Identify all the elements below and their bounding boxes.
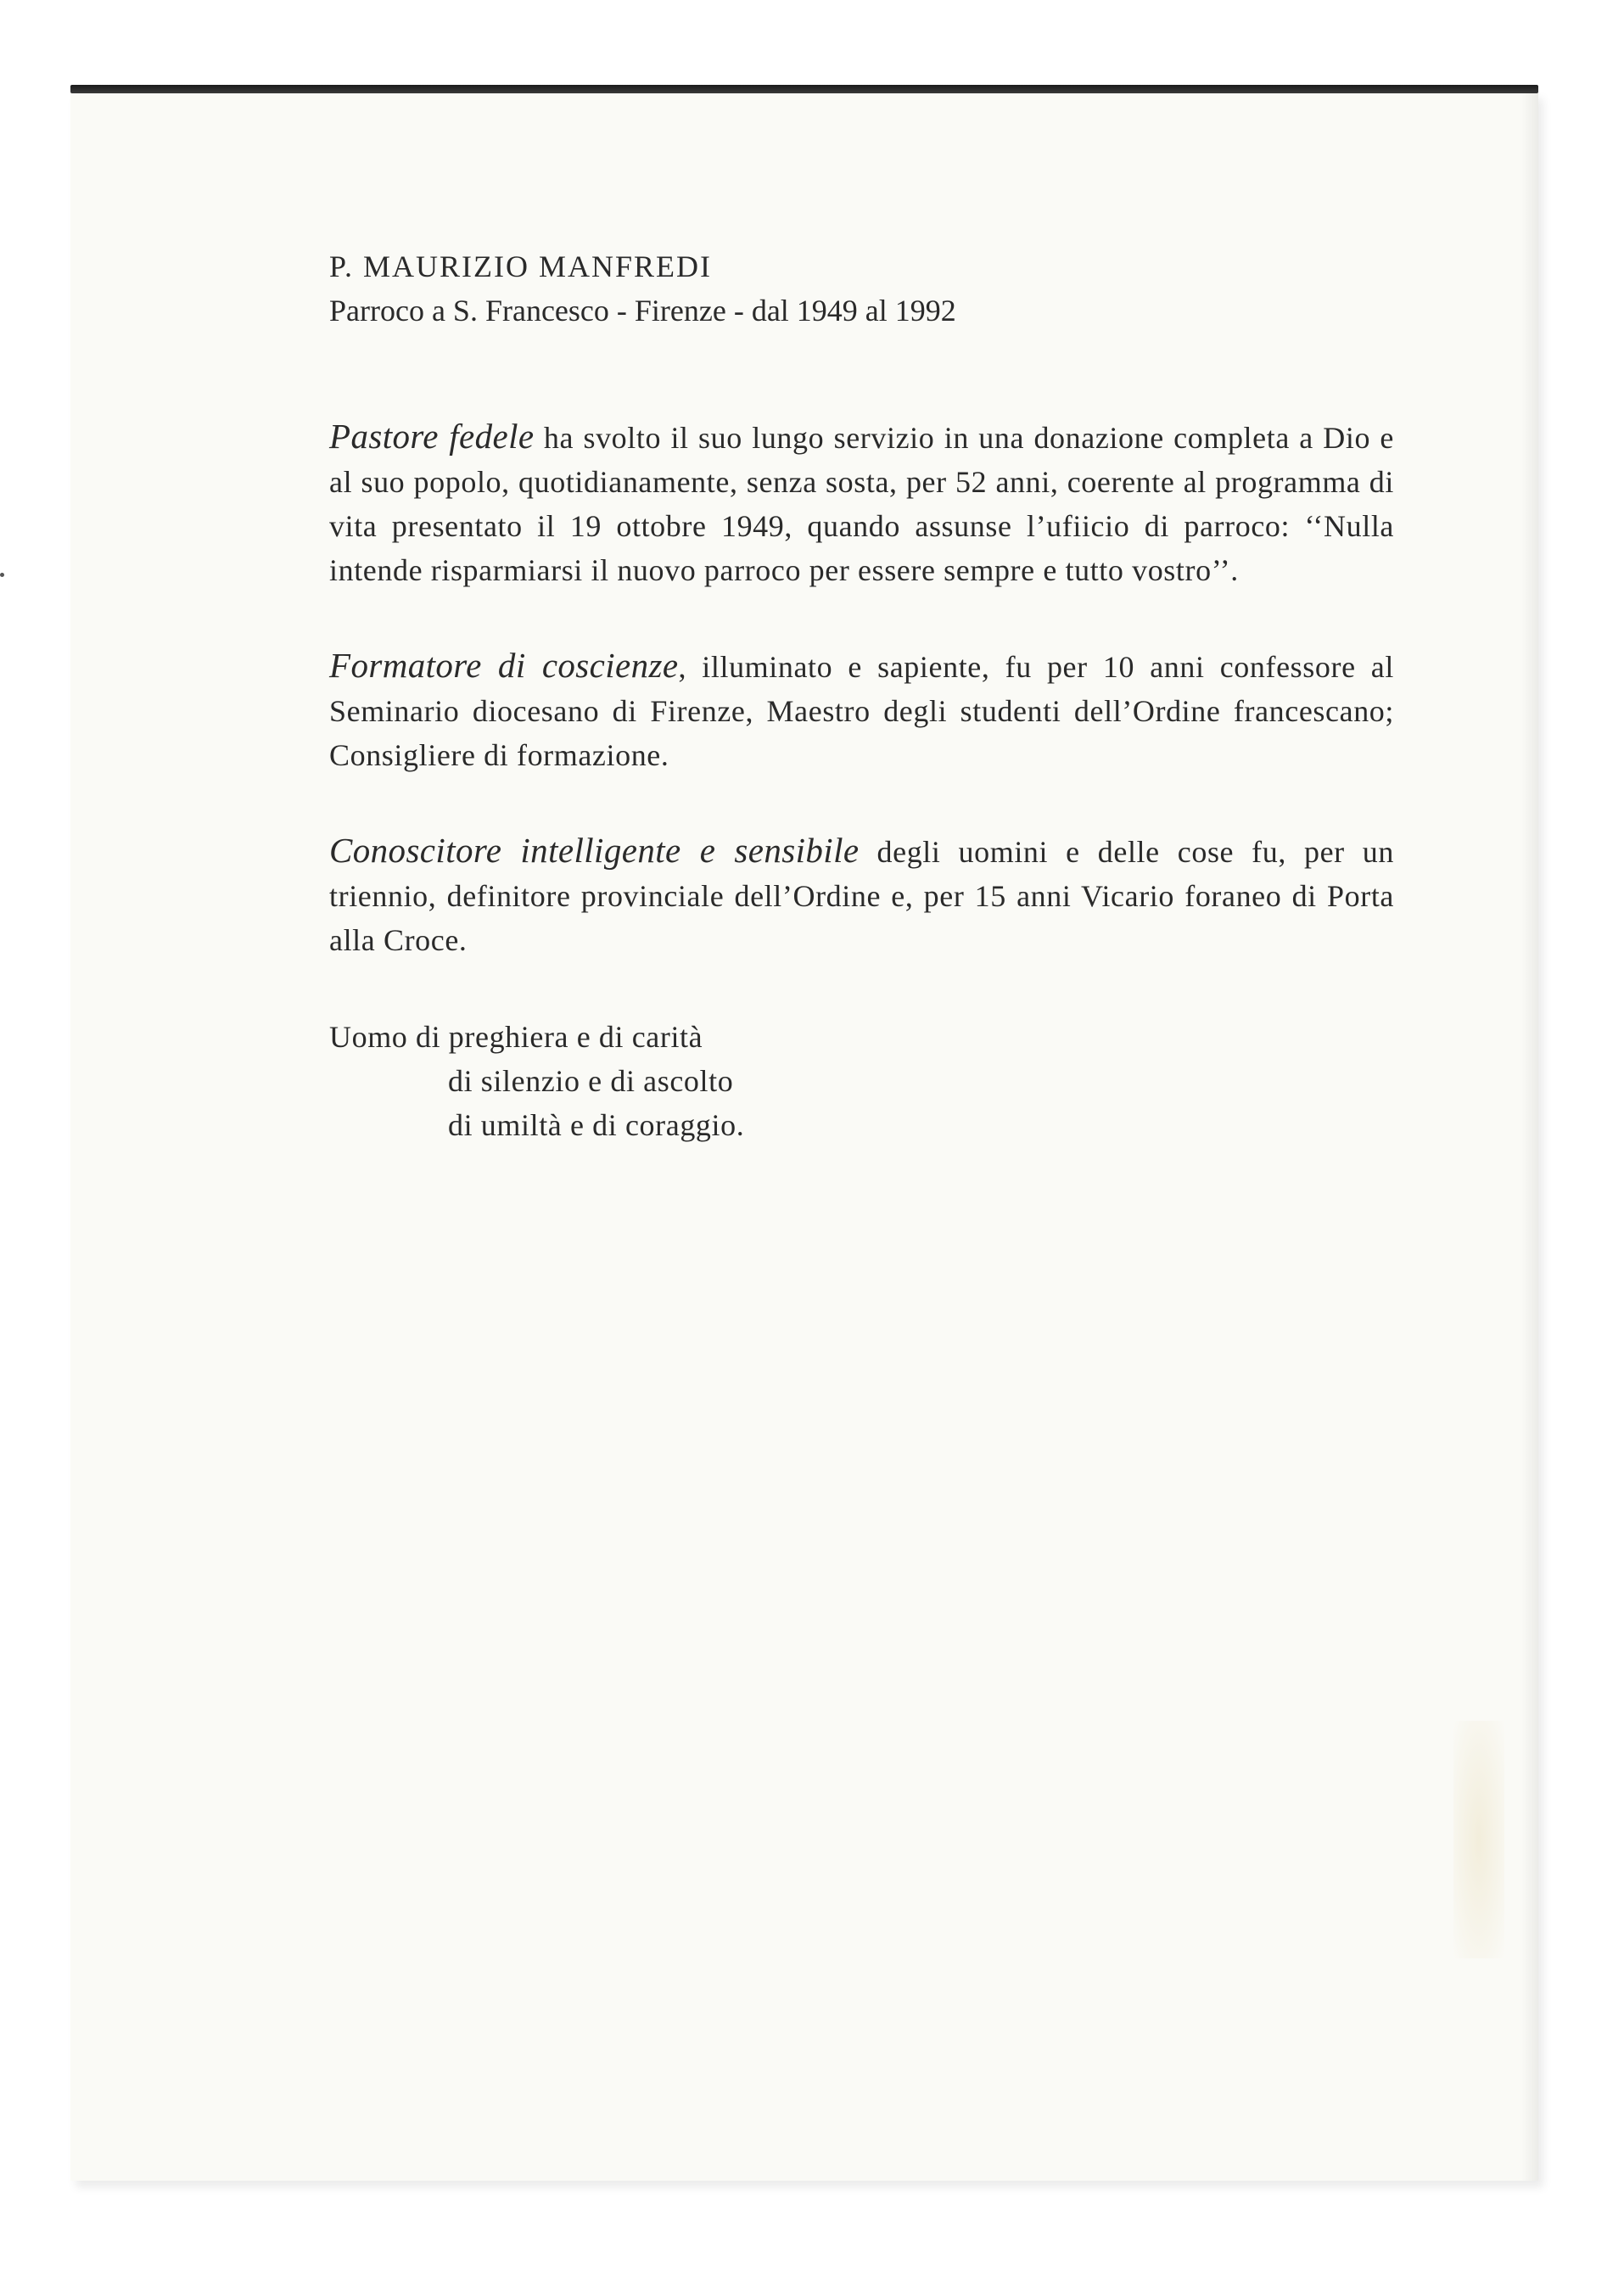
person-name: P. MAURIZIO MANFREDI xyxy=(329,249,713,283)
paper-stain xyxy=(1453,1721,1504,1958)
closing-line: di silenzio e di ascolto xyxy=(448,1064,734,1098)
paragraph-body: , illuminato e sapiente, fu per 10 anni confessore al Seminario diocesano di Firenze, Maestro degli studenti dell’Ordine francescano; Consigliere di formazione. xyxy=(329,650,1394,772)
page-text xyxy=(329,244,1394,1147)
closing-line: di umiltà e di coraggio. xyxy=(448,1108,745,1142)
paper-speck xyxy=(0,573,4,577)
person-role: Parroco a S. Francesco - Firenze - dal 1949 al 1992 xyxy=(329,294,956,328)
closing-line: Uomo di preghiera e di carità xyxy=(329,1020,703,1054)
closing-verse xyxy=(329,1015,1394,1147)
paragraph-formatore xyxy=(329,643,1394,777)
paragraph-lead: Pastore fedele xyxy=(329,417,535,456)
paragraph-conoscitore xyxy=(329,828,1394,962)
booklet-page xyxy=(70,92,1538,2181)
paragraph-body: degli uomini e delle cose fu, per un triennio, definitore provinciale dell’Ordine e, per 15 anni Vicario foraneo di Porta alla Croce. xyxy=(329,835,1394,957)
paragraph-body: ha svolto il suo lungo servizio in una donazione completa a Dio e al suo popolo, quotidianamente, senza sosta, per 52 anni, coerente al programma di vita presentato il 19 ottobre 1949, quando assunse l’ufiicio di parroco: ‘‘Nulla intende risparmiarsi il nuovo parroco per essere sempre e tutto vostro’’. xyxy=(329,421,1394,587)
paragraph-pastore xyxy=(329,414,1394,592)
heading xyxy=(329,244,1394,333)
paragraph-lead: Conoscitore intelligente e sensibile xyxy=(329,831,860,870)
paragraph-lead: Formatore di coscienze xyxy=(329,646,679,685)
